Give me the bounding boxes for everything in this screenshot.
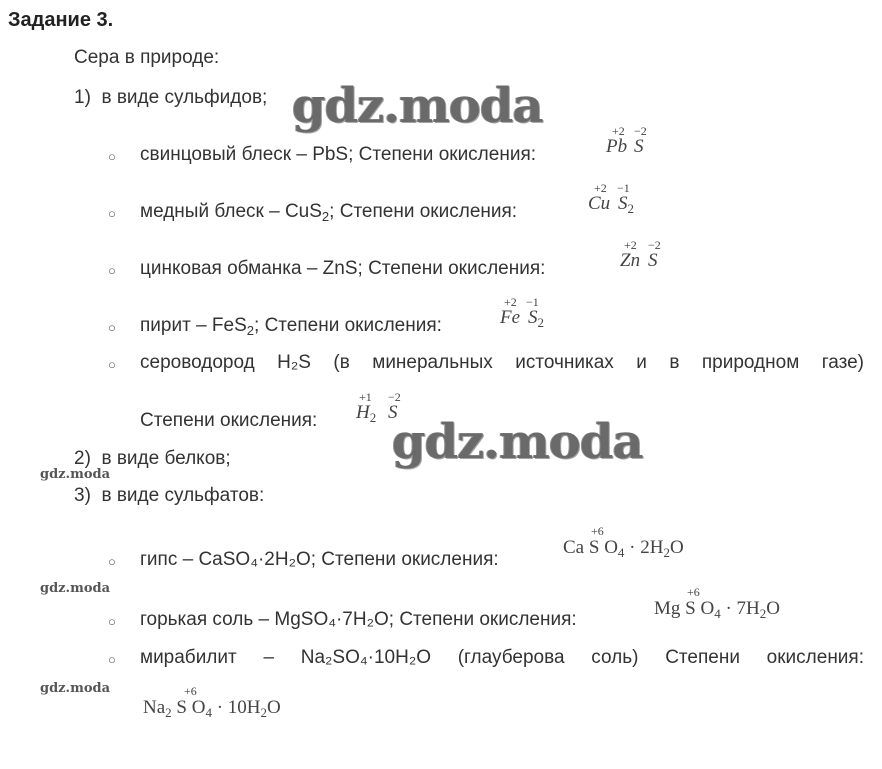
watermark-small: gdz.moda [40, 681, 111, 696]
watermark-small: gdz.moda [40, 581, 111, 596]
ox-state: −1 [617, 181, 630, 195]
oxidation-formula [500, 295, 570, 335]
formula: Ca S $O_4 \cdot 2H_2O$ [563, 537, 684, 560]
bullet-icon: ○ [108, 357, 116, 372]
word: в [669, 352, 680, 373]
formula: Mg S $O_4 \cdot 7H_2O$ [654, 598, 781, 621]
sulfide-item [140, 258, 545, 280]
watermark-small: gdz.moda [40, 467, 111, 482]
word: Na₂SO₄·10H₂O [300, 647, 431, 668]
ox-label: Степени окисления: [358, 144, 537, 165]
mineral-name: пирит – FeS$_2$; [140, 315, 260, 338]
section-number: 3) [74, 485, 91, 506]
bullet-icon: ○ [108, 149, 116, 164]
word: (глауберова [457, 647, 565, 668]
ox-state: +6 [687, 585, 700, 599]
word: минеральных [372, 352, 493, 373]
mirabilite-item [140, 647, 864, 669]
h2s-item [140, 352, 864, 374]
word: сероводород [140, 352, 255, 373]
formula-element: Zn [620, 250, 641, 271]
word: природном [701, 352, 800, 373]
formula-element: Pb [606, 136, 628, 157]
ox-label: Степени окисления: [339, 201, 518, 222]
oxidation-formula [143, 684, 323, 724]
ox-state: +6 [184, 684, 197, 698]
watermark-logo: gdz.moda [292, 78, 543, 134]
formula-element: $S_2$ [618, 193, 634, 216]
sulfide-item [140, 315, 442, 337]
section-label: в виде белков; [101, 448, 231, 469]
formula-element: Fe [500, 307, 521, 328]
ox-state: −2 [634, 124, 647, 138]
word: источниках [515, 352, 614, 373]
mineral-name: свинцовый блеск – PbS; [140, 144, 354, 165]
oxidation-formula [620, 238, 680, 278]
section-1 [74, 87, 267, 109]
mineral-name: гипс – CaSO₄·2H₂O; [140, 549, 317, 570]
word: (в [333, 352, 350, 373]
section-label: в виде сульфатов: [101, 485, 265, 506]
ox-state: +2 [612, 124, 625, 138]
word: окисления: [766, 647, 864, 668]
section-number: 1) [74, 87, 91, 108]
oxidation-formula [654, 585, 804, 625]
watermark-logo: gdz.moda [392, 414, 643, 470]
oxidation-formula [563, 524, 703, 564]
bullet-icon: ○ [108, 652, 116, 667]
word: соль) [591, 647, 639, 668]
sulfide-item [140, 144, 536, 166]
bullet-icon: ○ [108, 206, 116, 221]
ox-label: Степени окисления: [140, 410, 318, 431]
ox-state: −2 [388, 390, 401, 404]
word: Степени [665, 647, 740, 668]
formula-element: Cu [588, 193, 611, 214]
oxidation-formula [606, 124, 666, 164]
mineral-name: горькая соль – MgSO₄·7H₂O; [140, 609, 395, 630]
bullet-icon: ○ [108, 263, 116, 278]
ox-label: Степени окисления: [264, 315, 442, 336]
sulfate-item [140, 549, 499, 571]
ox-label: Степени окисления: [368, 258, 546, 279]
formula: $Na_2$ S $O_4 \cdot 10H_2O$ [143, 697, 281, 720]
word: – [263, 647, 275, 668]
ox-state: +2 [624, 238, 637, 252]
ox-state: +1 [359, 390, 372, 404]
section-3 [74, 485, 264, 507]
formula-element: S [388, 402, 398, 423]
ox-state: +6 [591, 524, 604, 538]
ox-state: +2 [594, 181, 607, 195]
section-number: 2) [74, 448, 91, 469]
ox-label: Степени окисления: [399, 609, 577, 630]
ox-state: −1 [526, 295, 539, 309]
mineral-name: медный блеск – CuS$_2$; [140, 201, 335, 224]
formula-element: $H_2$ [356, 402, 377, 425]
bullet-icon: ○ [108, 554, 116, 569]
oxidation-formula [588, 181, 658, 221]
task-title: Задание 3. [8, 9, 114, 31]
intro-text: Сера в природе: [74, 47, 220, 68]
bullet-icon: ○ [108, 320, 116, 335]
word: мирабилит [140, 647, 237, 668]
ox-state: +2 [504, 295, 517, 309]
word: и [636, 352, 647, 373]
word: газе) [821, 352, 864, 373]
ox-state: −2 [648, 238, 661, 252]
section-label: в виде сульфидов; [101, 87, 268, 108]
formula-element: $S_2$ [528, 307, 544, 330]
formula-element: S [648, 250, 658, 271]
mineral-name: цинковая обманка – ZnS; [140, 258, 363, 279]
bullet-icon: ○ [108, 614, 116, 629]
formula-element: S [634, 136, 644, 157]
sulfate-item [140, 609, 577, 631]
word: H₂S [277, 352, 311, 373]
sulfide-item [140, 201, 517, 223]
ox-label: Степени окисления: [321, 549, 499, 570]
